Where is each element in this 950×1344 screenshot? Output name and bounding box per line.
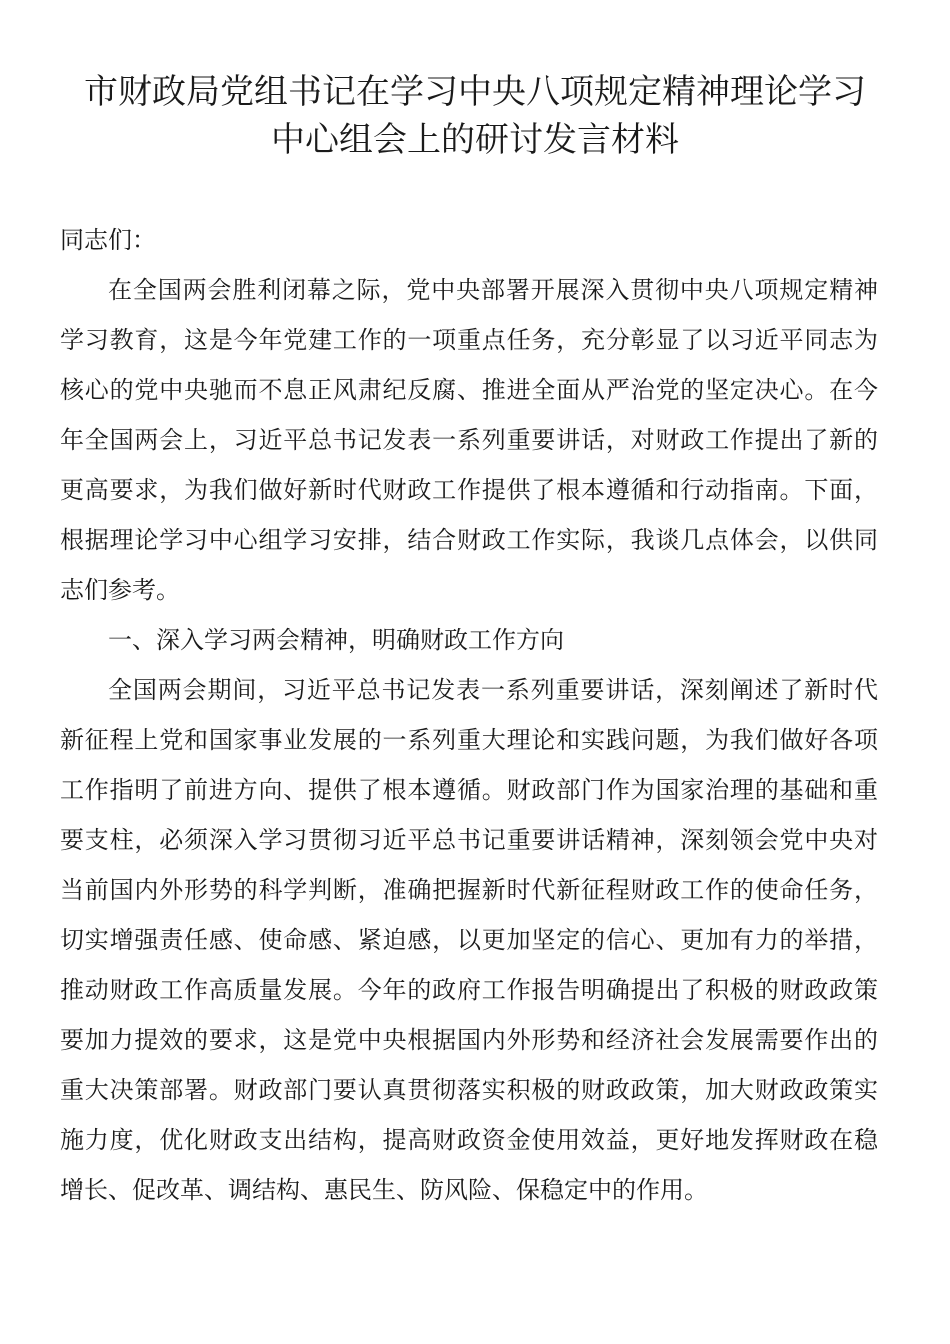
text-line: 年全国两会上，习近平总书记发表一系列重要讲话，对财政工作提出了新的 xyxy=(60,426,878,454)
text-line: 更高要求，为我们做好新时代财政工作提供了根本遵循和行动指南。下面， xyxy=(60,476,878,504)
title-line-2: 中心组会上的研讨发言材料 xyxy=(271,120,679,160)
paragraph-intro xyxy=(60,265,878,615)
text-line: 切实增强责任感、使命感、紧迫感，以更加坚定的信心、更加有力的举措， xyxy=(60,926,878,954)
text-line: 工作指明了前进方向、提供了根本遵循。财政部门作为国家治理的基础和重 xyxy=(60,776,878,804)
text-line: 重大决策部署。财政部门要认真贯彻落实积极的财政政策，加大财政政策实 xyxy=(60,1076,878,1104)
text-line: 志们参考。 xyxy=(60,576,180,604)
section-heading-1: 一、深入学习两会精神，明确财政工作方向 xyxy=(108,626,564,654)
document-body xyxy=(60,215,878,1215)
document-title xyxy=(40,68,910,164)
text-line: 在全国两会胜利闭幕之际，党中央部署开展深入贯彻中央八项规定精神 xyxy=(108,276,878,304)
title-line-1: 市财政局党组书记在学习中央八项规定精神理论学习 xyxy=(84,72,866,112)
text-line: 全国两会期间，习近平总书记发表一系列重要讲话，深刻阐述了新时代 xyxy=(108,676,878,704)
text-line: 新征程上党和国家事业发展的一系列重大理论和实践问题，为我们做好各项 xyxy=(60,726,878,754)
text-line: 施力度，优化财政支出结构，提高财政资金使用效益，更好地发挥财政在稳 xyxy=(60,1126,878,1154)
text-line: 当前国内外形势的科学判断，准确把握新时代新征程财政工作的使命任务， xyxy=(60,876,878,904)
text-line: 要加力提效的要求，这是党中央根据国内外形势和经济社会发展需要作出的 xyxy=(60,1026,878,1054)
text-line: 推动财政工作高质量发展。今年的政府工作报告明确提出了积极的财政政策 xyxy=(60,976,878,1004)
text-line: 增长、促改革、调结构、惠民生、防风险、保稳定中的作用。 xyxy=(60,1176,708,1204)
text-line: 核心的党中央驰而不息正风肃纪反腐、推进全面从严治党的坚定决心。在今 xyxy=(60,376,878,404)
paragraph-section-1 xyxy=(60,665,878,1215)
text-line: 学习教育，这是今年党建工作的一项重点任务，充分彰显了以习近平同志为 xyxy=(60,326,878,354)
salutation: 同志们： xyxy=(60,226,156,254)
text-line: 要支柱，必须深入学习贯彻习近平总书记重要讲话精神，深刻领会党中央对 xyxy=(60,826,878,854)
text-line: 根据理论学习中心组学习安排，结合财政工作实际，我谈几点体会，以供同 xyxy=(60,526,878,554)
